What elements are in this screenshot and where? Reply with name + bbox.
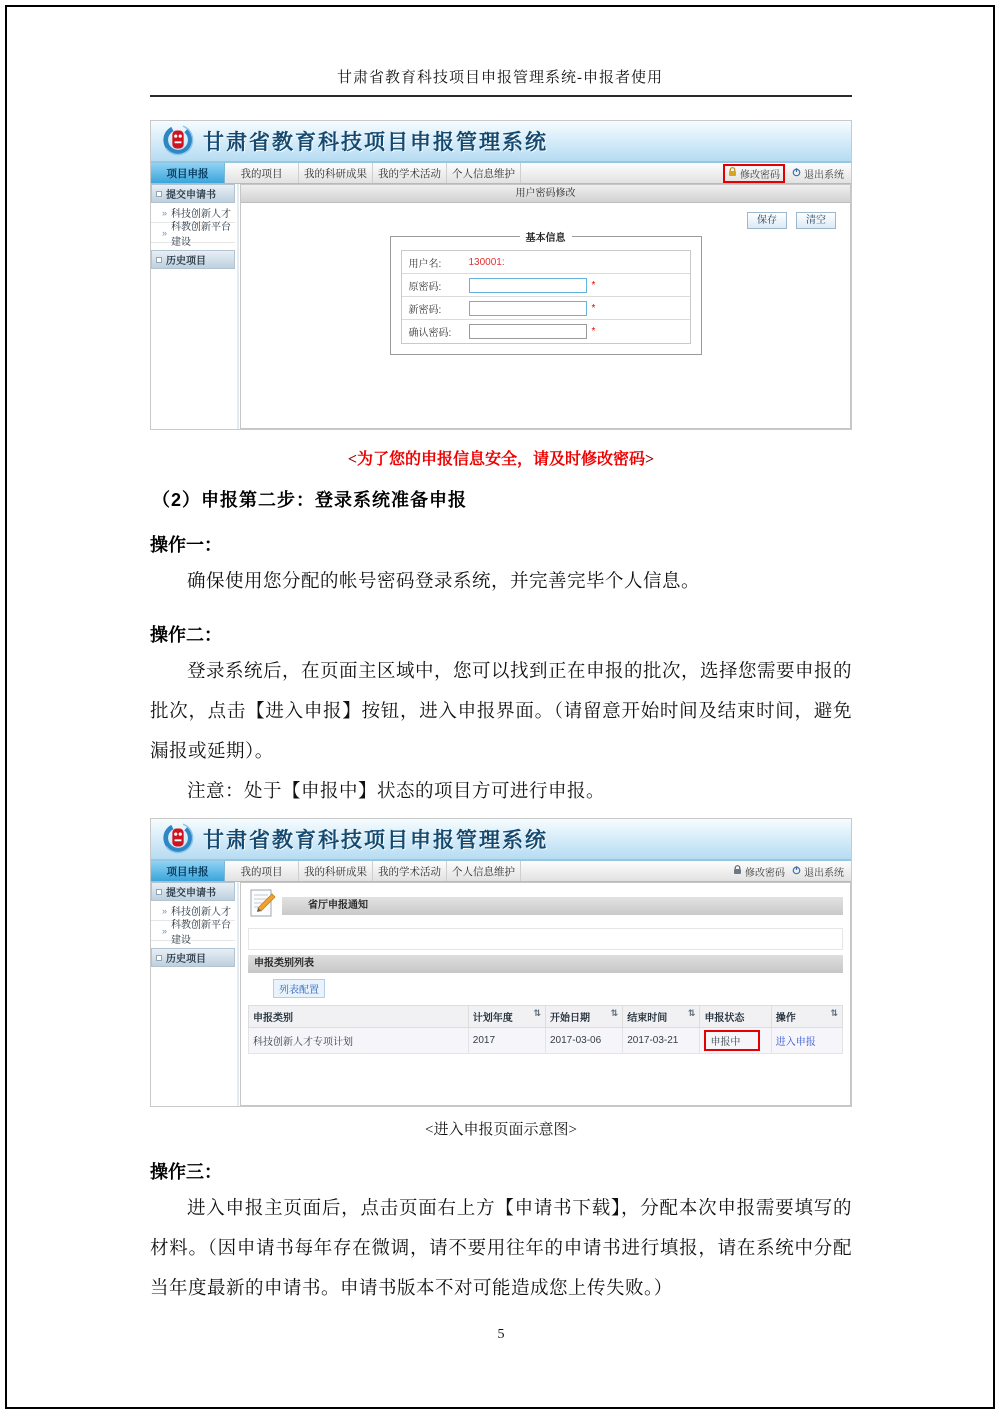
password-form: [401, 250, 691, 344]
app-logo-icon: [161, 122, 195, 161]
sidebar-section-history[interactable]: 历史项目: [151, 948, 235, 967]
tab-my-achievements[interactable]: 我的科研成果: [299, 163, 373, 183]
apply-main-panel: [240, 882, 851, 1106]
sort-icon[interactable]: ⇅: [687, 1009, 696, 1019]
notice-content-empty: [248, 928, 843, 950]
cell-plan-year: 2017: [468, 1028, 545, 1054]
sort-icon[interactable]: ⇅: [610, 1009, 619, 1019]
sidebar: [151, 184, 239, 429]
sidebar-item-talent[interactable]: » 科技创新人才: [151, 203, 235, 223]
tab-project-apply[interactable]: 项目申报: [151, 163, 225, 183]
table-header-row: [249, 1006, 843, 1028]
basic-info-fieldset: [390, 229, 702, 355]
doc-header-title: 甘肃省教育科技项目申报管理系统-申报者使用: [337, 70, 663, 86]
confirm-password-row: [402, 320, 690, 343]
arrow-icon: »: [162, 925, 168, 936]
new-password-label: 新密码:: [408, 304, 442, 316]
username-row: [402, 251, 690, 274]
sort-icon[interactable]: ⇅: [830, 1009, 838, 1019]
fieldset-legend: 基本信息: [525, 233, 566, 244]
category-list-title-bar: 申报类别列表: [248, 955, 843, 973]
col-category[interactable]: 申报类别: [249, 1006, 469, 1028]
col-action[interactable]: 操作 ⇅: [771, 1006, 842, 1028]
confirm-password-input[interactable]: [469, 324, 587, 339]
screenshot-password-page: [150, 120, 852, 430]
lock-icon: [728, 167, 737, 180]
password-page-body: [151, 184, 851, 429]
nav-utilities: [723, 163, 851, 183]
screenshot-apply-page: [150, 818, 852, 1107]
change-password-button[interactable]: 修改密码: [723, 164, 785, 183]
sidebar-item-platform[interactable]: » 科教创新平台建设: [151, 921, 235, 941]
op2-note: 注意：处于【申报中】状态的项目方可进行申报。: [187, 782, 606, 802]
notepad-icon: [248, 888, 278, 923]
arrow-icon: »: [162, 207, 168, 218]
col-plan-year[interactable]: 计划年度 ⇅: [468, 1006, 545, 1028]
password-tip-caption: <为了您的申报信息安全，请及时修改密码>: [347, 451, 655, 468]
tab-personal-info[interactable]: 个人信息维护: [447, 861, 521, 881]
op3-heading: 操作三：: [150, 1162, 222, 1182]
notice-row: [248, 888, 843, 923]
op1-heading: 操作一：: [150, 535, 222, 555]
password-main-panel: [240, 184, 851, 429]
new-password-row: [402, 297, 690, 320]
tab-project-apply[interactable]: 项目申报: [151, 861, 225, 881]
username-label: 用户名:: [408, 258, 442, 270]
app-title: 甘肃省教育科技项目申报管理系统: [203, 829, 548, 852]
page-number: 5: [497, 1327, 505, 1342]
required-asterisk: *: [591, 302, 596, 314]
col-status[interactable]: 申报状态: [700, 1006, 771, 1028]
nav-bar: [151, 861, 851, 882]
sidebar-item-platform[interactable]: » 科教创新平台建设: [151, 223, 235, 243]
cell-start-date: 2017-03-06: [546, 1028, 623, 1054]
clear-button[interactable]: 清空: [796, 212, 836, 229]
app-title: 甘肃省教育科技项目申报管理系统: [203, 131, 548, 154]
section-square-icon: [156, 257, 162, 263]
nav-utilities: [733, 861, 851, 881]
section-square-icon: [156, 191, 162, 197]
section-square-icon: [156, 889, 162, 895]
op3-paragraph: 进入申报主页面后，点击页面右上方【申请书下载】，分配本次申报需要填写的材料。（因申请书每年存在微调，请不要用往年的申请书进行填报，请在系统中分配当年度最新的申请书。申请书版本不对可能造成您上传失败。）: [150, 1199, 852, 1299]
status-badge: 申报中: [704, 1030, 760, 1051]
nav-bar: [151, 163, 851, 184]
password-page-title: 用户密码修改: [241, 185, 850, 203]
logout-button[interactable]: 退出系统: [792, 864, 844, 879]
new-password-input[interactable]: [469, 301, 587, 316]
save-button[interactable]: 保存: [747, 212, 787, 229]
sidebar-section-submit[interactable]: 提交申请书: [151, 882, 235, 901]
enter-apply-link[interactable]: 进入申报: [775, 1037, 816, 1048]
notice-title-bar: 省厅申报通知: [282, 897, 843, 915]
old-password-label: 原密码:: [408, 281, 442, 293]
arrow-icon: »: [162, 905, 168, 916]
username-value: 130001:: [468, 256, 505, 268]
logout-button[interactable]: 退出系统: [792, 166, 844, 181]
lock-icon: [733, 865, 742, 878]
tab-my-achievements[interactable]: 我的科研成果: [299, 861, 373, 881]
tab-personal-info[interactable]: 个人信息维护: [447, 163, 521, 183]
app-logo-icon: [161, 820, 195, 859]
apply-category-table: [248, 1005, 843, 1054]
section-square-icon: [156, 955, 162, 961]
cell-status: [700, 1028, 771, 1054]
password-actions: [241, 203, 850, 229]
op2-paragraph: 登录系统后，在页面主区域中，您可以找到正在申报的批次，选择您需要申报的批次，点击【进入申报】按钮，进入申报界面。（请留意开始时间及结束时间，避免漏报或延期）。: [150, 662, 853, 762]
sidebar: [151, 882, 239, 1106]
old-password-row: [402, 274, 690, 297]
arrow-icon: »: [162, 227, 168, 238]
apply-page-body: [151, 882, 851, 1106]
tab-my-activities[interactable]: 我的学术活动: [373, 861, 447, 881]
cell-end-date: 2017-03-21: [623, 1028, 700, 1054]
col-end-date[interactable]: 结束时间 ⇅: [623, 1006, 700, 1028]
tab-my-projects[interactable]: 我的项目: [225, 861, 299, 881]
app-logo-bar: [151, 121, 851, 163]
tab-my-projects[interactable]: 我的项目: [225, 163, 299, 183]
sidebar-section-history[interactable]: 历史项目: [151, 250, 235, 269]
required-asterisk: *: [591, 326, 596, 337]
sidebar-section-submit[interactable]: 提交申请书: [151, 184, 235, 203]
doc-content: [150, 120, 852, 1343]
list-config-link[interactable]: 列表配置: [273, 979, 325, 998]
change-password-button[interactable]: 修改密码: [733, 864, 785, 879]
sort-icon[interactable]: ⇅: [533, 1009, 541, 1019]
tab-my-activities[interactable]: 我的学术活动: [373, 163, 447, 183]
old-password-input[interactable]: [469, 278, 587, 293]
confirm-password-label: 确认密码:: [408, 328, 452, 339]
apply-demo-caption: <进入申报页面示意图>: [425, 1122, 577, 1138]
power-icon: [792, 865, 801, 878]
sidebar-item-talent[interactable]: » 科技创新人才: [151, 901, 235, 921]
power-icon: [792, 167, 801, 180]
table-row: [249, 1028, 843, 1054]
col-start-date[interactable]: 开始日期 ⇅: [546, 1006, 623, 1028]
op2-heading: 操作二：: [150, 625, 222, 645]
header-rule: [150, 95, 852, 97]
required-asterisk: *: [591, 279, 596, 291]
cell-category: 科技创新人才专项计划: [249, 1028, 469, 1054]
section-heading: （2）申报第二步：登录系统准备申报: [152, 490, 468, 510]
cell-action: [771, 1028, 842, 1054]
op1-paragraph: 确保使用您分配的帐号密码登录系统，并完善完毕个人信息。: [187, 572, 701, 592]
app-logo-bar: [151, 819, 851, 861]
